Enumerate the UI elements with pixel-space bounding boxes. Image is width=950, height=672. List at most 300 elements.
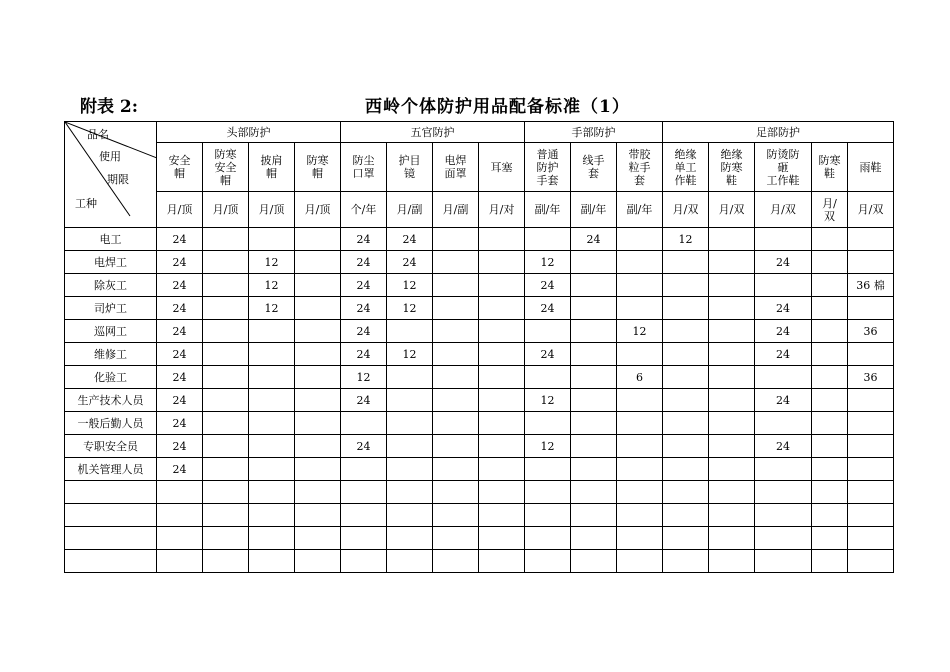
job-type-cell: 专职安全员 (65, 435, 157, 458)
period-cell (249, 366, 295, 389)
job-type-cell: 除灰工 (65, 274, 157, 297)
period-cell (341, 504, 387, 527)
period-cell: 24 (341, 320, 387, 343)
period-cell (571, 320, 617, 343)
period-cell (709, 550, 755, 573)
appendix-label: 附表 2: (80, 97, 139, 117)
unit-cell: 月/对 (479, 192, 525, 228)
period-cell (812, 504, 848, 527)
period-cell (709, 389, 755, 412)
period-cell (157, 481, 203, 504)
period-cell (525, 504, 571, 527)
period-cell: 24 (157, 251, 203, 274)
period-cell (812, 297, 848, 320)
table-row (65, 343, 894, 366)
unit-cell: 月/双 (709, 192, 755, 228)
period-cell (812, 320, 848, 343)
period-cell: 24 (571, 228, 617, 251)
item-name-cell: 防寒 安全 帽 (203, 143, 249, 192)
period-cell (812, 343, 848, 366)
period-cell (848, 228, 894, 251)
period-cell (812, 435, 848, 458)
period-cell (848, 527, 894, 550)
period-cell (433, 366, 479, 389)
period-cell (387, 504, 433, 527)
period-cell (479, 297, 525, 320)
period-cell (617, 435, 663, 458)
period-cell (663, 412, 709, 435)
item-name-cell: 护目 镜 (387, 143, 433, 192)
period-cell (479, 527, 525, 550)
period-cell (709, 481, 755, 504)
period-cell (571, 389, 617, 412)
job-type-cell: 一般后勤人员 (65, 412, 157, 435)
period-cell (812, 228, 848, 251)
period-cell (203, 228, 249, 251)
item-name-cell: 线手 套 (571, 143, 617, 192)
period-cell (663, 435, 709, 458)
unit-cell: 月/顶 (157, 192, 203, 228)
period-cell: 24 (157, 343, 203, 366)
period-cell (571, 435, 617, 458)
period-cell: 12 (387, 343, 433, 366)
period-cell (812, 274, 848, 297)
period-cell: 36 (848, 320, 894, 343)
period-cell (709, 527, 755, 550)
period-cell (249, 435, 295, 458)
period-cell (755, 412, 812, 435)
period-cell (479, 550, 525, 573)
job-type-cell (65, 481, 157, 504)
unit-cell: 月/副 (433, 192, 479, 228)
unit-cell: 月/顶 (203, 192, 249, 228)
period-cell (203, 251, 249, 274)
table-row (65, 297, 894, 320)
period-cell (848, 481, 894, 504)
table-row (65, 228, 894, 251)
period-cell (433, 458, 479, 481)
unit-row (65, 192, 894, 228)
period-cell (433, 550, 479, 573)
period-cell: 24 (525, 274, 571, 297)
period-cell (571, 366, 617, 389)
period-cell (433, 228, 479, 251)
table-body (65, 228, 894, 573)
period-cell (203, 320, 249, 343)
unit-cell: 月/双 (848, 192, 894, 228)
item-name-cell: 电焊 面罩 (433, 143, 479, 192)
period-cell (812, 412, 848, 435)
period-cell (617, 527, 663, 550)
period-cell (249, 527, 295, 550)
period-cell (617, 481, 663, 504)
period-cell (433, 435, 479, 458)
period-cell (387, 412, 433, 435)
period-cell (203, 527, 249, 550)
period-cell (203, 366, 249, 389)
period-cell (525, 458, 571, 481)
period-cell (433, 481, 479, 504)
table-row (65, 435, 894, 458)
group-hand-protection: 手部防护 (525, 122, 663, 143)
item-name-cell: 耳塞 (479, 143, 525, 192)
period-cell (848, 458, 894, 481)
period-cell (571, 504, 617, 527)
period-cell (709, 366, 755, 389)
period-cell (571, 412, 617, 435)
period-cell (295, 527, 341, 550)
table-row (65, 504, 894, 527)
period-cell (479, 504, 525, 527)
period-cell (571, 251, 617, 274)
period-cell: 24 (755, 435, 812, 458)
period-cell: 24 (341, 297, 387, 320)
period-cell (812, 366, 848, 389)
period-cell (617, 228, 663, 251)
period-cell: 12 (525, 435, 571, 458)
corner-header-cell (65, 122, 157, 228)
corner-job-type: 工种 (75, 197, 97, 210)
period-cell: 36 棉 (848, 274, 894, 297)
job-type-cell (65, 550, 157, 573)
period-cell (848, 504, 894, 527)
period-cell (525, 320, 571, 343)
period-cell (709, 435, 755, 458)
period-cell (295, 297, 341, 320)
period-cell (812, 251, 848, 274)
item-name-cell: 披肩 帽 (249, 143, 295, 192)
item-name-cell: 普通 防护 手套 (525, 143, 571, 192)
item-name-cell: 防寒 鞋 (812, 143, 848, 192)
period-cell: 24 (341, 343, 387, 366)
table-row (65, 458, 894, 481)
item-name-cell: 防尘 口罩 (341, 143, 387, 192)
period-cell: 24 (157, 412, 203, 435)
period-cell (525, 550, 571, 573)
period-cell (341, 481, 387, 504)
period-cell (755, 274, 812, 297)
period-cell (848, 343, 894, 366)
period-cell (387, 481, 433, 504)
period-cell (157, 504, 203, 527)
period-cell (249, 320, 295, 343)
period-cell (525, 527, 571, 550)
period-cell: 24 (755, 251, 812, 274)
period-cell (755, 550, 812, 573)
unit-cell: 副/年 (525, 192, 571, 228)
period-cell (479, 435, 525, 458)
item-name-row (65, 143, 894, 192)
period-cell (433, 320, 479, 343)
period-cell: 24 (525, 343, 571, 366)
table-row (65, 550, 894, 573)
period-cell (479, 389, 525, 412)
period-cell (617, 412, 663, 435)
group-header-row (65, 122, 894, 143)
period-cell: 24 (525, 297, 571, 320)
period-cell (203, 274, 249, 297)
period-cell (203, 458, 249, 481)
period-cell (479, 458, 525, 481)
period-cell (812, 481, 848, 504)
job-type-cell: 维修工 (65, 343, 157, 366)
period-cell (709, 274, 755, 297)
period-cell (433, 527, 479, 550)
period-cell: 24 (157, 435, 203, 458)
period-cell: 12 (525, 251, 571, 274)
period-cell: 24 (157, 228, 203, 251)
item-name-cell: 安全 帽 (157, 143, 203, 192)
period-cell (249, 228, 295, 251)
period-cell: 12 (249, 251, 295, 274)
period-cell (709, 251, 755, 274)
period-cell (249, 550, 295, 573)
unit-cell: 月/双 (755, 192, 812, 228)
period-cell (617, 458, 663, 481)
period-cell (203, 297, 249, 320)
table-row (65, 527, 894, 550)
table-row (65, 366, 894, 389)
unit-cell: 个/年 (341, 192, 387, 228)
job-type-cell: 司炉工 (65, 297, 157, 320)
period-cell (663, 458, 709, 481)
period-cell (433, 274, 479, 297)
period-cell (157, 527, 203, 550)
item-name-cell: 带胶 粒手 套 (617, 143, 663, 192)
period-cell (617, 504, 663, 527)
job-type-cell: 电焊工 (65, 251, 157, 274)
table-row (65, 320, 894, 343)
period-cell (387, 435, 433, 458)
period-cell (571, 550, 617, 573)
period-cell (479, 320, 525, 343)
period-cell: 24 (341, 389, 387, 412)
item-name-cell: 雨鞋 (848, 143, 894, 192)
period-cell (663, 343, 709, 366)
table-row (65, 251, 894, 274)
period-cell: 24 (157, 274, 203, 297)
period-cell (479, 481, 525, 504)
period-cell (663, 274, 709, 297)
period-cell (203, 504, 249, 527)
period-cell (433, 343, 479, 366)
period-cell (848, 251, 894, 274)
period-cell (479, 228, 525, 251)
period-cell (203, 550, 249, 573)
period-cell (755, 481, 812, 504)
period-cell (709, 504, 755, 527)
period-cell (295, 504, 341, 527)
period-cell: 24 (341, 274, 387, 297)
period-cell (617, 274, 663, 297)
period-cell (203, 412, 249, 435)
period-cell: 24 (341, 435, 387, 458)
period-cell: 36 (848, 366, 894, 389)
period-cell (433, 251, 479, 274)
period-cell: 12 (387, 274, 433, 297)
period-cell (295, 412, 341, 435)
period-cell (755, 228, 812, 251)
unit-cell: 月/顶 (249, 192, 295, 228)
job-type-cell (65, 527, 157, 550)
period-cell (295, 366, 341, 389)
period-cell (295, 458, 341, 481)
period-cell (295, 228, 341, 251)
period-cell: 24 (755, 297, 812, 320)
period-cell (571, 481, 617, 504)
period-cell (617, 251, 663, 274)
period-cell (249, 389, 295, 412)
ppe-standard-table (64, 121, 894, 573)
period-cell (295, 389, 341, 412)
period-cell (295, 274, 341, 297)
period-cell: 24 (157, 297, 203, 320)
period-cell: 24 (341, 228, 387, 251)
period-cell (709, 228, 755, 251)
unit-cell: 月/ 双 (812, 192, 848, 228)
item-name-cell: 绝缘 防寒 鞋 (709, 143, 755, 192)
period-cell: 24 (387, 228, 433, 251)
period-cell (341, 550, 387, 573)
period-cell: 12 (617, 320, 663, 343)
unit-cell: 月/顶 (295, 192, 341, 228)
period-cell (663, 320, 709, 343)
job-type-cell: 电工 (65, 228, 157, 251)
table-row (65, 481, 894, 504)
period-cell (433, 389, 479, 412)
period-cell (157, 550, 203, 573)
item-name-cell: 防寒 帽 (295, 143, 341, 192)
period-cell (663, 550, 709, 573)
period-cell (387, 320, 433, 343)
period-cell (203, 389, 249, 412)
period-cell: 24 (755, 343, 812, 366)
period-cell: 24 (755, 389, 812, 412)
corner-period: 期限 (107, 173, 129, 186)
period-cell (433, 297, 479, 320)
period-cell (249, 481, 295, 504)
period-cell (755, 527, 812, 550)
period-cell (295, 251, 341, 274)
period-cell (663, 481, 709, 504)
job-type-cell: 生产技术人员 (65, 389, 157, 412)
job-type-cell: 机关管理人员 (65, 458, 157, 481)
period-cell (848, 435, 894, 458)
group-face-protection: 五官防护 (341, 122, 525, 143)
period-cell (295, 320, 341, 343)
period-cell (203, 435, 249, 458)
period-cell (525, 481, 571, 504)
period-cell (295, 435, 341, 458)
period-cell (709, 343, 755, 366)
period-cell (812, 389, 848, 412)
period-cell (812, 458, 848, 481)
period-cell (387, 527, 433, 550)
period-cell (479, 366, 525, 389)
period-cell (663, 504, 709, 527)
period-cell (203, 343, 249, 366)
unit-cell: 副/年 (571, 192, 617, 228)
period-cell (848, 412, 894, 435)
period-cell (812, 550, 848, 573)
period-cell (663, 251, 709, 274)
period-cell (709, 320, 755, 343)
corner-usage: 使用 (99, 150, 121, 163)
period-cell (479, 412, 525, 435)
period-cell: 12 (387, 297, 433, 320)
period-cell (479, 251, 525, 274)
job-type-cell: 巡网工 (65, 320, 157, 343)
period-cell (387, 458, 433, 481)
period-cell (249, 458, 295, 481)
group-head-protection: 头部防护 (157, 122, 341, 143)
item-name-cell: 防烫防 砸 工作鞋 (755, 143, 812, 192)
period-cell (617, 389, 663, 412)
period-cell (617, 343, 663, 366)
period-cell (617, 550, 663, 573)
period-cell (249, 504, 295, 527)
period-cell: 24 (157, 458, 203, 481)
document-title: 西岭个体防护用品配备标准（1） (365, 97, 630, 117)
period-cell (848, 297, 894, 320)
period-cell (479, 343, 525, 366)
period-cell (709, 412, 755, 435)
unit-cell: 月/双 (663, 192, 709, 228)
period-cell: 6 (617, 366, 663, 389)
table-row (65, 389, 894, 412)
period-cell: 24 (157, 320, 203, 343)
period-cell: 12 (249, 274, 295, 297)
period-cell: 24 (157, 366, 203, 389)
unit-cell: 月/副 (387, 192, 433, 228)
period-cell: 24 (157, 389, 203, 412)
period-cell (848, 550, 894, 573)
period-cell (571, 297, 617, 320)
period-cell (341, 458, 387, 481)
job-type-cell: 化验工 (65, 366, 157, 389)
period-cell (433, 412, 479, 435)
period-cell (249, 343, 295, 366)
table-row (65, 274, 894, 297)
period-cell (571, 343, 617, 366)
period-cell (709, 297, 755, 320)
period-cell (571, 527, 617, 550)
period-cell (663, 297, 709, 320)
period-cell (387, 550, 433, 573)
period-cell (663, 366, 709, 389)
table-row (65, 412, 894, 435)
job-type-cell (65, 504, 157, 527)
period-cell: 24 (341, 251, 387, 274)
period-cell (525, 228, 571, 251)
period-cell (663, 527, 709, 550)
period-cell (295, 550, 341, 573)
unit-cell: 副/年 (617, 192, 663, 228)
period-cell (525, 412, 571, 435)
period-cell (387, 389, 433, 412)
period-cell: 12 (341, 366, 387, 389)
period-cell (341, 412, 387, 435)
period-cell (571, 458, 617, 481)
period-cell (249, 412, 295, 435)
period-cell: 12 (663, 228, 709, 251)
period-cell (433, 504, 479, 527)
period-cell: 12 (249, 297, 295, 320)
period-cell (755, 504, 812, 527)
period-cell (848, 389, 894, 412)
period-cell: 24 (755, 320, 812, 343)
item-name-cell: 绝缘 单工 作鞋 (663, 143, 709, 192)
